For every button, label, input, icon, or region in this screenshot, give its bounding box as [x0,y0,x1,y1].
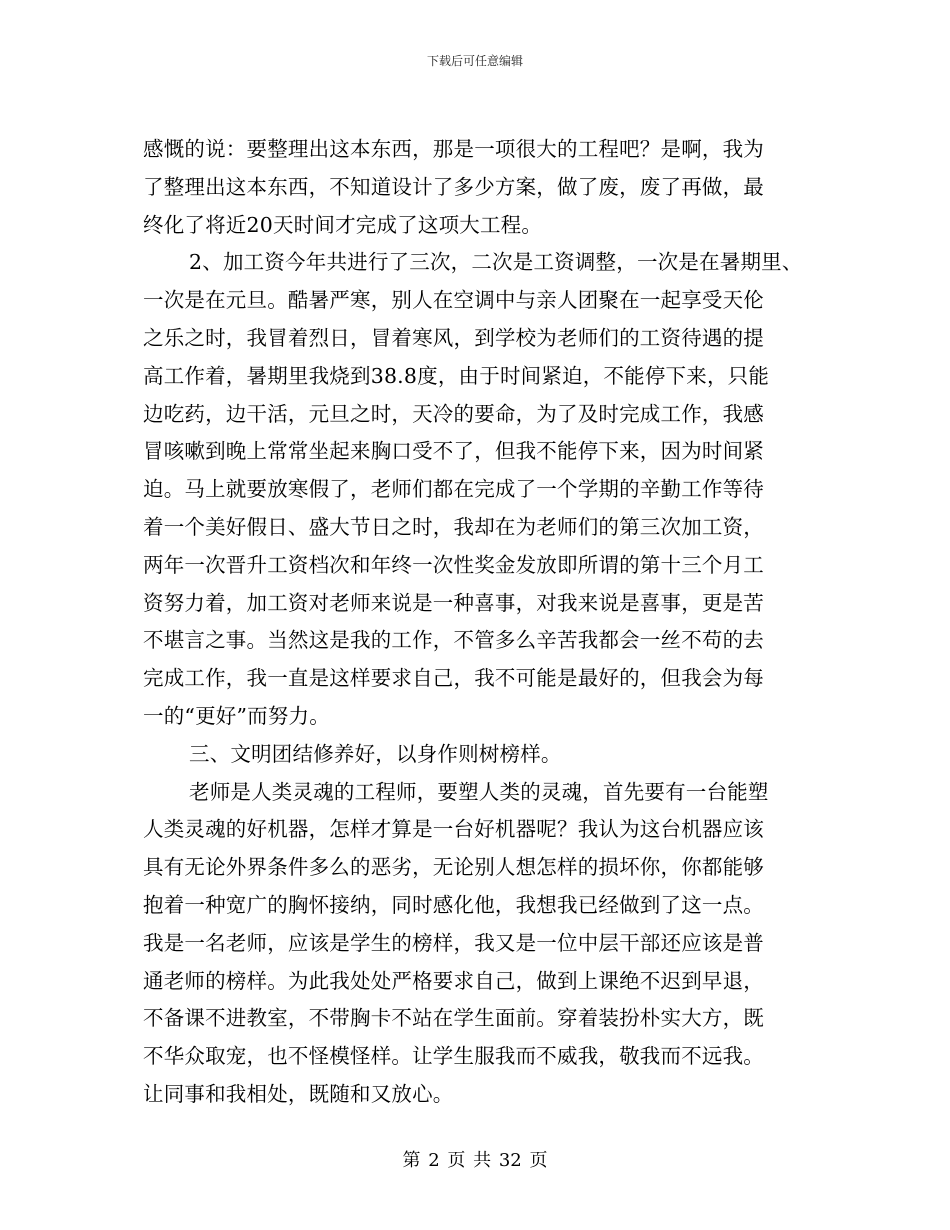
text-line: 终化了将近20天时间才完成了这项大工程。 [143,212,543,237]
text-line: 之乐之时，我冒着烈日，冒着寒风，到学校为老师们的工资待遇的提 [143,325,764,350]
paragraph-start-line: 2、加工资今年共进行了三次，二次是工资调整，一次是在暑期里、 [189,250,803,275]
text-line: 我是一名老师，应该是学生的榜样，我又是一位中层干部还应该是普 [143,930,764,955]
document-body [143,131,813,1114]
text-line: 具有无论外界条件多么的恶劣，无论别人想怎样的损坏你，你都能够 [143,855,764,880]
text-line: 高工作着，暑期里我烧到38.8度，由于时间紧迫，不能停下来，只能 [143,363,770,388]
text-line: 人类灵魂的好机器，怎样才算是一台好机器呢？我认为这台机器应该 [143,817,764,842]
text-line: 边吃药，边干活，元旦之时，天冷的要命，为了及时完成工作，我感 [143,401,764,426]
text-line: 不备课不进教室，不带胸卡不站在学生面前。穿着装扮朴实大方，既 [143,1006,764,1031]
text-line: 不堪言之事。当然这是我的工作，不管多么辛苦我都会一丝不苟的去 [143,628,764,653]
paragraph-start-line: 老师是人类灵魂的工程师，要塑人类的灵魂，首先要有一台能塑 [189,779,769,804]
text-line: 冒咳嗽到晚上常常坐起来胸口受不了，但我不能停下来，因为时间紧 [143,439,764,464]
page-number-footer: 第 2 页 共 32 页 [402,1150,548,1171]
text-line: 完成工作，我一直是这样要求自己，我不可能是最好的，但我会为每 [143,666,764,691]
text-line: 了整理出这本东西，不知道设计了多少方案，做了废，废了再做，最 [143,174,764,199]
text-line: 迫。马上就要放寒假了，老师们都在完成了一个学期的辛勤工作等待 [143,477,764,502]
text-line: 一次是在元旦。酷暑严寒，别人在空调中与亲人团聚在一起享受天伦 [143,288,764,313]
text-line: 让同事和我相处，既随和又放心。 [143,1081,454,1106]
text-line: 资努力着，加工资对老师来说是一种喜事，对我来说是喜事，更是苦 [143,590,764,615]
text-line: 不华众取宠，也不怪模怪样。让学生服我而不威我，敬我而不远我。 [143,1044,764,1069]
text-line: 着一个美好假日、盛大节日之时，我却在为老师们的第三次加工资， [143,514,764,539]
text-line: 两年一次晋升工资档次和年终一次性奖金发放即所谓的第十三个月工 [143,552,764,577]
text-line: 抱着一种宽广的胸怀接纳，同时感化他，我想我已经做到了这一点。 [143,892,764,917]
text-line: 通老师的榜样。为此我处处严格要求自己，做到上课绝不迟到早退， [143,968,764,993]
text-line: 感慨的说：要整理出这本东西，那是一项很大的工程吧？是啊，我为 [143,137,764,161]
text-line: 一的“更好”而努力。 [143,703,330,728]
page-header: 下载后可任意编辑 [426,54,523,68]
section-heading: 三、文明团结修养好，以身作则树榜样。 [189,741,562,766]
